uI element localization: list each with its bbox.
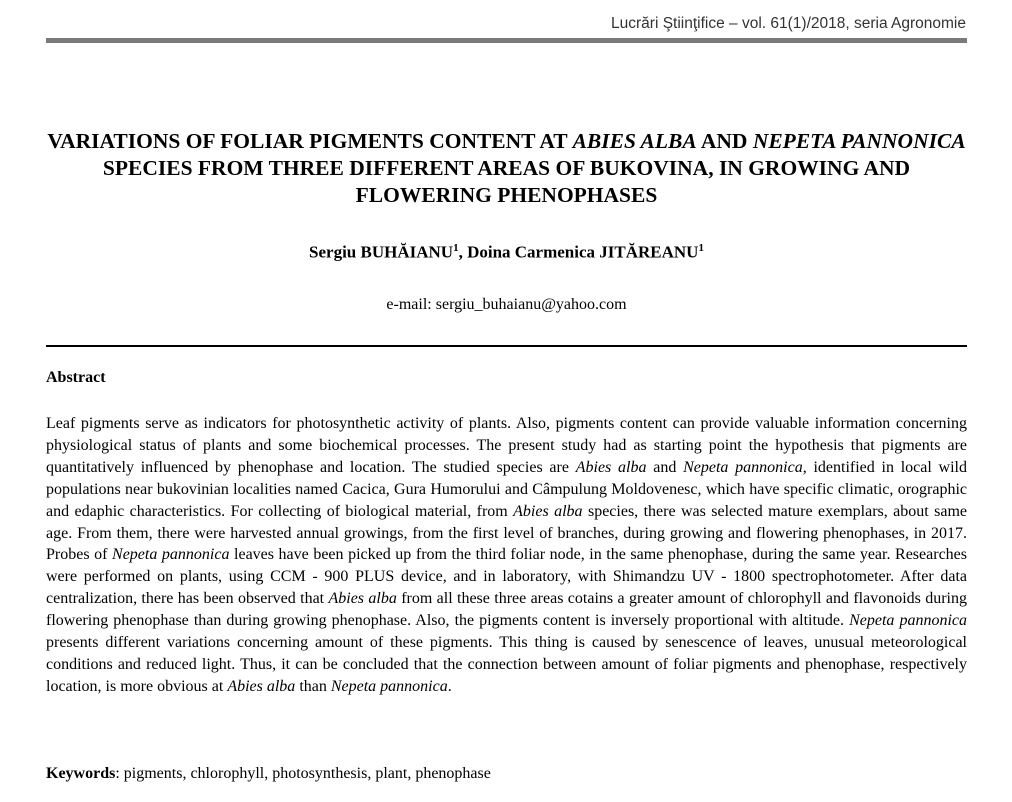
author-name: Sergiu BUHĂIANU <box>309 242 454 262</box>
author-separator: , <box>458 242 468 262</box>
species-name: Abies alba <box>513 502 583 520</box>
species-name: Abies alba <box>328 590 397 608</box>
species-name: Abies alba <box>227 677 296 695</box>
abstract-segment: from all these three areas cotains a greater amount of chlorophyll and flavonoids during flowering phenophase than during growing phenophase. Also, the pigments content is inversely proportional with altitude. <box>46 590 968 630</box>
contact-email: e-mail: sergiu_buhaianu@yahoo.com <box>386 296 627 313</box>
abstract-segment: Leaf pigments serve as indicators for photosynthetic activity of plants. Also, pigments content can provide valuable information concerning physiological status of plants and some biochemical processes. The present study had as starting point the hypothesis that pigments are quantitatively influenced by phenophase and location. The studied species are <box>46 415 967 476</box>
species-name: Nepeta pannonica <box>683 458 803 476</box>
abstract-segment: and <box>646 458 684 476</box>
species-name: Abies alba <box>575 458 647 476</box>
keywords-line <box>46 765 491 783</box>
abstract-segment: than <box>295 677 331 695</box>
abstract-heading: Abstract <box>46 369 106 386</box>
species-name: Nepeta pannonica <box>330 677 448 695</box>
title-part-1: VARIATIONS OF FOLIAR PIGMENTS CONTENT AT <box>47 129 573 153</box>
abstract-segment: , identified in local wild populations near bukovinian localities named Cacica, Gura Humorului and Câmpulung Moldovenesc, which have specific climatic, orographic and edaphic characteristics. For collecting of biological material, from <box>46 458 967 520</box>
abstract-segment: leaves have been picked up from the third foliar node, in the same phenophase, during the same year. Researches were performed on plants, using CCM - 900 PLUS device, and in laboratory, with Shimandzu UV - 1800 spectrophotometer. After data centralization, there has been observed that <box>46 546 967 608</box>
title-species-1: ABIES ALBA <box>572 129 697 153</box>
species-name: Nepeta pannonica <box>112 546 230 564</box>
author-list <box>46 242 967 263</box>
keywords-text: : pigments, chlorophyll, photosynthesis, plant, phenophase <box>115 765 491 782</box>
title-species-2: NEPETA PANNONICA <box>752 129 966 153</box>
title-part-2: AND <box>696 129 753 153</box>
title-part-3: SPECIES FROM THREE DIFFERENT AREAS OF BUKOVINA, IN GROWING AND FLOWERING PHENOPHASES <box>102 156 911 207</box>
section-divider <box>46 345 967 347</box>
keywords-label: Keywords <box>46 765 116 782</box>
abstract-segment: species, there was selected mature exemplars, about same age. From them, there were harvested annual growings, from the first level of branches, during growing and flowering phenophases, in 2017. Probes of <box>46 502 967 564</box>
species-name: Nepeta pannonica <box>849 612 968 630</box>
abstract-segment: . <box>447 677 452 695</box>
author-affiliation: 1 <box>698 242 704 254</box>
header-rule <box>46 38 967 43</box>
author-affiliation: 1 <box>453 242 459 254</box>
abstract-text <box>46 413 967 698</box>
paper-title <box>46 128 967 209</box>
running-header: Lucrări Ştiinţifice – vol. 61(1)/2018, seria Agronomie <box>611 15 966 32</box>
abstract-segment: presents different variations concerning amount of these pigments. This thing is caused by senescence of leaves, unusual meteorological conditions and reduced light. Thus, it can be concluded that the connection between amount of foliar pigments and phenophase, respectively location, is more obvious at <box>46 634 967 695</box>
author-name: Doina Carmenica JITĂREANU <box>467 242 699 262</box>
